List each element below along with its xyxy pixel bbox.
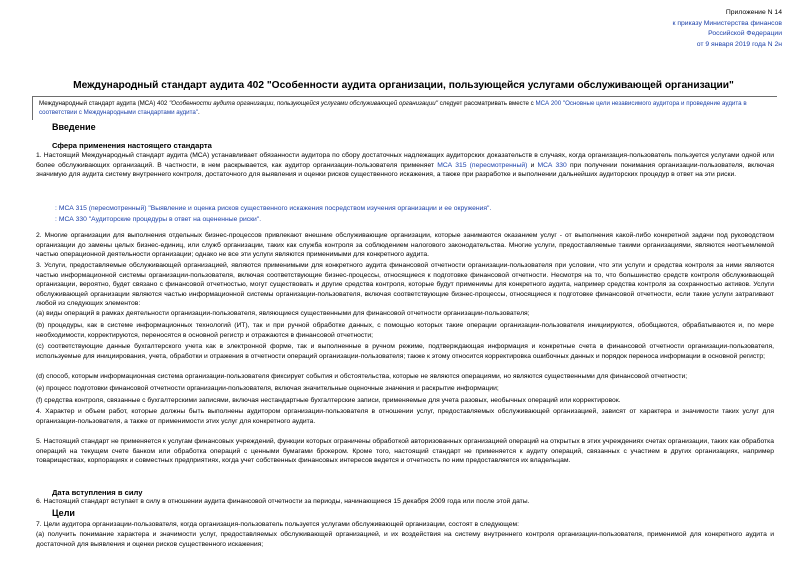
paragraph-3b: (b) процедуры, как в системе информационных технологий (ИТ), так и при ручной обработке данных, с помощью которых такие операции организации-пользователя инициируются, обобщаются, обрабатываются и, по мере необходимости, корректируются, переносятся в основной регистр и отражаются в финансовой отчетности;	[36, 322, 774, 339]
paragraph-7: 7. Цели аудитора организации-пользователя, когда организация-пользователь пользуется услугами обслуживающей организации, состоят в следующем:	[36, 521, 520, 528]
paragraph-3a: (a) виды операций в рамках деятельности организации-пользователя, являющиеся существенными для финансовой отчетности организации-пользователя;	[36, 310, 530, 317]
paragraph-3f: (f) средства контроля, связанные с бухгалтерскими записями, включая нестандартные бухгалтерские записи, применяемые для учета разовых, необычных операций или корректировок.	[36, 397, 621, 404]
footnote-marker: :	[55, 205, 57, 212]
note-mid: следует рассматривать вместе с	[437, 100, 536, 107]
note-isa200-link[interactable]: МСА 200 "Основные цели независимого аудитора и проведение аудита в соответствии с Международными стандартами аудита"	[39, 100, 747, 116]
paragraph-6: 6. Настоящий стандарт вступает в силу в отношении аудита финансовой отчетности за периоды, начинающиеся 15 декабря 2009 года или после этой даты.	[36, 498, 530, 505]
footnote-isa330[interactable]	[55, 215, 261, 225]
paragraph-3d: (d) способ, которым информационная система организации-пользователя фиксирует события и обстоятельства, которые не являются операциями, но являются существенными для финансовой отчетности;	[36, 373, 688, 380]
note-box	[32, 96, 777, 120]
isa315-link[interactable]: МСА 315 (пересмотренный)	[437, 161, 528, 169]
paragraph-3: 3. Услуги, предоставляемые обслуживающей организацией, являются применимыми для конкретного аудита финансовой отчетности организации-пользователя при условии, что эти услуги и средства контроля за ними являются частью информационной системы организации-пользователя, включая соответствующие бизнес-процессы, относящиеся к подготовке финансовой отчетности. Несмотря на то, что большинство средств контроля обслуживающей организации, вероятно, будет связано с финансовой отчетностью, могут существовать и другие средства контроля, которые будут применимы для конкретного аудита, например средства контроля за сохранностью активов. Услуги обслуживающей организации являются частью информационной системы организации-пользователя, включая соответствующие бизнес-процессы, относящиеся к подготовке финансовой отчетности, если такие услуги затрагивают любой из следующих элементов:	[36, 262, 774, 308]
section-heading-scope: Сфера применения настоящего стандарта	[52, 141, 212, 150]
note-suffix: .	[198, 109, 200, 116]
paragraph-5: 5. Настоящий стандарт не применяется к услугам финансовых учреждений, функции которых ограничены обработкой авторизованных организацией операций на открытых в этих учреждениях счетах организации, таких как обработка операций на текущем счете банком или обработка операций с ценными бумагами брокером. Кроме того, настоящий стандарт не применяется к аудиту операций, связанных с участием в других организациях, например товариществах, корпорациях и совместных предприятиях, когда учет собственных финансовых интересов ведется и отчетность по ним предоставляется их владельцам.	[36, 438, 774, 465]
paragraph-1-text-b: при получении понимания организации-пользователя, включая значимую для аудита систему внутреннего контроля, достаточного для выявления и оценки рисков существенного искажения, а также при разработке и выполнении дальнейших аудиторских процедур в ответ на эти риски.	[36, 161, 774, 179]
paragraph-2: 2. Многие организации для выполнения отдельных бизнес-процессов привлекают внешние обслуживающие организации, которые занимаются оказанием услуг - от выполнения какой-либо конкретной задачи под руководством организации до замены целых бизнес-единиц, или служб организации, таких как служба контроля за соблюдением налогового законодательства. Многие услуги, предоставляемые такими организациями, являются неотъемлемой частью операционной деятельности организации; однако не все эти услуги являются применимыми для конкретного аудита.	[36, 232, 774, 259]
footnote-marker: :	[55, 216, 57, 223]
appendix-ministry-link[interactable]: Российской Федерации	[708, 30, 782, 37]
section-heading-intro: Введение	[52, 122, 96, 132]
paragraph-1-text-a: 1. Настоящий Международный стандарт аудита (МСА) устанавливает обязанности аудитора по сбору достаточных надлежащих аудиторских доказательств в случаях, когда организация-пользователь пользуется услугами одной или более обслуживающих организаций. В частности, в нем раскрывается, как аудитор организации-пользователя применяет	[36, 152, 774, 169]
isa330-link[interactable]: МСА 330	[537, 161, 567, 169]
document-title: Международный стандарт аудита 402 "Особенности аудита организации, пользующейся услугами обслуживающей организации"	[73, 80, 734, 91]
section-heading-goals: Цели	[52, 508, 75, 518]
appendix-number: Приложение N 14	[725, 9, 782, 16]
paragraph-7a: (a) получить понимание характера и значимости услуг, предоставляемых обслуживающей организацией, и их воздействия на систему внутреннего контроля организации-пользователя, применимой для конкретного аудита и достаточной для выявления и оценки рисков существенного искажения;	[36, 531, 774, 548]
footnote-isa330-text[interactable]: МСА 330 "Аудиторские процедуры в ответ на оцененные риски".	[58, 216, 262, 223]
appendix-header	[672, 8, 782, 50]
section-heading-effective: Дата вступления в силу	[52, 488, 143, 497]
paragraph-1-conj: и	[527, 161, 538, 169]
footnote-isa315[interactable]	[55, 204, 491, 214]
footnote-isa315-text[interactable]: МСА 315 (пересмотренный) "Выявление и оценка рисков существенного искажения посредством изучения организации и ее окружения".	[58, 205, 492, 212]
paragraph-3e: (e) процесс подготовки финансовой отчетности организации-пользователя, включая значительные оценочные значения и раскрытие информации;	[36, 385, 499, 392]
note-prefix: Международный стандарт аудита (МСА) 402	[39, 100, 170, 107]
appendix-order-link[interactable]: к приказу Министерства финансов	[672, 19, 782, 27]
note-italic: "Особенности аудита организации, пользующейся услугами обслуживающей организации"	[169, 100, 438, 107]
paragraph-1	[36, 151, 774, 180]
paragraph-3c: (c) соответствующие данные бухгалтерского учета как в электронной форме, так и выполненные в ручном режиме, подтверждающая информация и конкретные счета в финансовой отчетности организации-пользователя, используемые для инициирования, учета, обработки и отражения в отчетности операций организации-пользователя; также к этому относится корректировка ошибочных данных и порядок переноса информации в основной регистр;	[36, 343, 774, 360]
appendix-date-link[interactable]: от 9 января 2019 года N 2н	[696, 40, 782, 48]
paragraph-4: 4. Характер и объем работ, которые должны быть выполнены аудитором организации-пользователя в отношении услуг, предоставляемых обслуживающей организацией, зависят от характера и значимости таких услуг для организации-пользователя, а также от применимости этих услуг для конкретного аудита.	[36, 408, 774, 425]
